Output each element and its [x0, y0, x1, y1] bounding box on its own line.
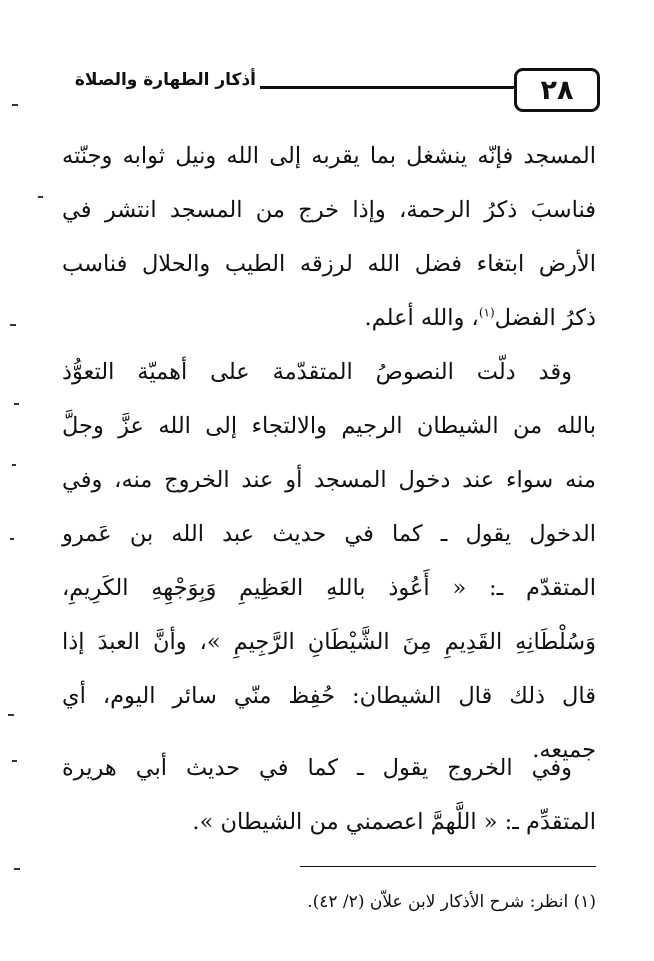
text-line [62, 291, 596, 345]
scan-mark [38, 196, 43, 198]
footnote: (١) انظر: شرح الأذكار لابن علاّن (٢/ ٤٢). [307, 892, 596, 912]
text-line: وقد دلّت النصوصُ المتقدّمة على أهميّة التعوُّذ [62, 359, 572, 385]
text-line: المتقدِّم ـ: « اللَّهمَّ اعصمني من الشيطان ». [192, 809, 596, 835]
text-line: فناسبَ ذكرُ الرحمة، وإذا خرج من المسجد انتشر في [62, 197, 596, 223]
scan-mark [12, 760, 17, 762]
text-line: المسجد فإنّه ينشغل بما يقربه إلى الله ونيل ثوابه وجنّته [62, 143, 596, 169]
text-line: وفي الخروج يقول ـ كما في حديث أبي هريرة [62, 755, 572, 781]
header-rule [260, 86, 516, 89]
paragraph-1 [62, 129, 596, 345]
scan-mark [12, 464, 16, 466]
paragraph-2 [62, 345, 596, 777]
text-line: بالله من الشيطان الرجيم والالتجاء إلى الله عزَّ وجلَّ [62, 413, 596, 439]
scan-mark [8, 714, 14, 716]
scan-mark [10, 538, 14, 540]
text-line: الأرض ابتغاء فضل الله لرزقه الطيب والحلال فناسب [62, 251, 596, 277]
page-number: ٢٨ [514, 68, 600, 112]
paragraph-3 [62, 741, 596, 849]
scan-mark [14, 403, 19, 405]
text-line: قال ذلك قال الشيطان: حُفِظ منّي سائر اليوم، أي [62, 683, 596, 709]
scan-mark [12, 104, 18, 106]
text-line: منه سواء عند دخول المسجد أو عند الخروج منه، وفي [62, 467, 596, 493]
scan-mark [14, 868, 20, 870]
text-fragment: ، والله أعلم. [364, 305, 479, 331]
footnote-reference: (١) [478, 305, 495, 320]
scan-mark [10, 324, 16, 326]
text-line: وَسُلْطَانِهِ القَدِيمِ مِنَ الشَّيْطَانِ الرَّجِيمِ »، وأنَّ العبدَ إذا [62, 629, 596, 655]
text-line: جميعه. [532, 737, 596, 763]
running-title: أذكار الطهارة والصلاة [74, 70, 256, 90]
footnote-rule [300, 866, 596, 867]
text-line: الدخول يقول ـ كما في حديث عبد الله بن عَمرو [62, 521, 596, 547]
text-line: المتقدّم ـ: « أَعُوذ باللهِ العَظِيمِ وَبِوَجْهِهِ الكَرِيمِ، [62, 575, 596, 601]
text-fragment: ذكرُ الفضل [494, 305, 596, 331]
page-header [70, 64, 600, 114]
